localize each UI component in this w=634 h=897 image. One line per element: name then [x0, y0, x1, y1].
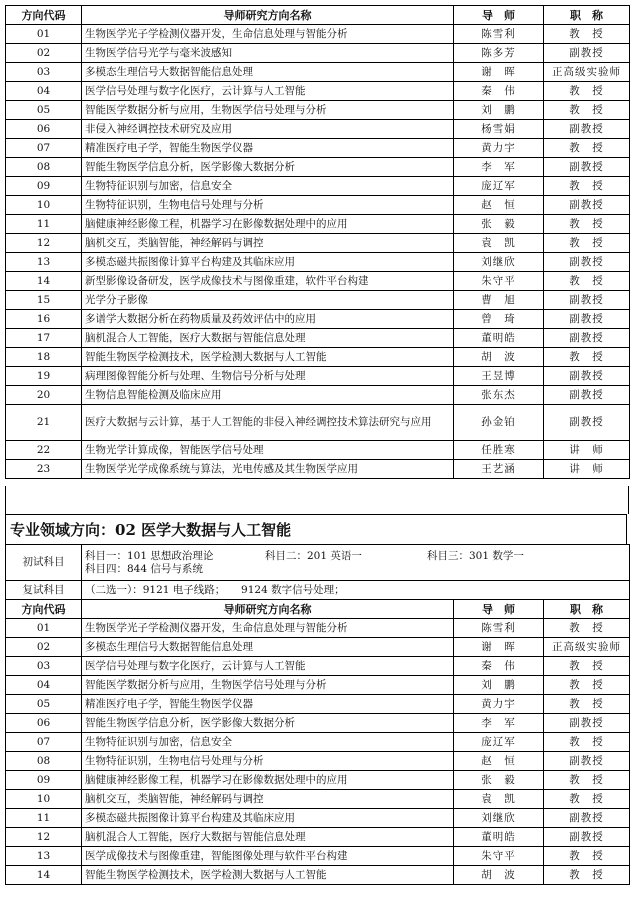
table-row	[6, 386, 630, 405]
row-supervisor: 谢 晖	[454, 63, 544, 82]
table-row	[6, 771, 630, 790]
row-supervisor: 黄力宇	[454, 139, 544, 158]
header-title: 职 称	[544, 600, 630, 619]
row-code: 18	[6, 348, 82, 367]
row-supervisor: 胡 波	[454, 348, 544, 367]
row-supervisor: 孙金铂	[454, 405, 544, 441]
row-direction: 脑机交互，类脑智能，神经解码与调控	[82, 234, 454, 253]
retest-exam-row	[6, 581, 630, 600]
row-supervisor: 李 军	[454, 158, 544, 177]
table-row	[6, 828, 630, 847]
row-code: 11	[6, 215, 82, 234]
table-row	[6, 329, 630, 348]
header-code: 方向代码	[6, 600, 82, 619]
header-title: 职 称	[544, 6, 630, 25]
supervisor-table-2	[5, 544, 630, 885]
row-title: 副教授	[544, 291, 630, 310]
row-code: 17	[6, 329, 82, 348]
table-row	[6, 139, 630, 158]
row-direction: 医学成像技术与图像重建，智能图像处理与软件平台构建	[82, 847, 454, 866]
row-supervisor: 陈雪利	[454, 25, 544, 44]
row-direction: 脑健康神经影像工程，机器学习在影像数据处理中的应用	[82, 771, 454, 790]
row-direction: 多模态磁共振图像计算平台构建及其临床应用	[82, 809, 454, 828]
row-code: 13	[6, 253, 82, 272]
row-title: 教 授	[544, 272, 630, 291]
table-row	[6, 790, 630, 809]
table-row	[6, 714, 630, 733]
row-title: 副教授	[544, 367, 630, 386]
header-direction: 导师研究方向名称	[82, 600, 454, 619]
row-title: 教 授	[544, 139, 630, 158]
row-title: 教 授	[544, 847, 630, 866]
table-row	[6, 101, 630, 120]
row-title: 教 授	[544, 177, 630, 196]
table-row	[6, 348, 630, 367]
row-code: 10	[6, 196, 82, 215]
row-title: 副教授	[544, 809, 630, 828]
header-supervisor: 导 师	[454, 600, 544, 619]
row-supervisor: 李 军	[454, 714, 544, 733]
row-code: 02	[6, 44, 82, 63]
table-row	[6, 866, 630, 885]
row-supervisor: 赵 恒	[454, 196, 544, 215]
row-title: 副教授	[544, 310, 630, 329]
retest-exam-subjects: （二选一）：9121 电子线路； 9124 数字信号处理；	[82, 581, 630, 600]
row-code: 23	[6, 460, 82, 479]
row-code: 01	[6, 619, 82, 638]
row-title: 教 授	[544, 657, 630, 676]
row-code: 04	[6, 82, 82, 101]
row-supervisor: 任胜寒	[454, 441, 544, 460]
row-title: 教 授	[544, 790, 630, 809]
table-row	[6, 63, 630, 82]
row-supervisor: 秦 伟	[454, 82, 544, 101]
exam-subject-2: 科目二：201 英语一	[265, 549, 362, 562]
row-code: 11	[6, 809, 82, 828]
row-code: 12	[6, 234, 82, 253]
row-supervisor: 王艺涵	[454, 460, 544, 479]
table-row	[6, 441, 630, 460]
row-supervisor: 曾 琦	[454, 310, 544, 329]
row-code: 01	[6, 25, 82, 44]
row-supervisor: 陈多芳	[454, 44, 544, 63]
row-direction: 智能生物医学检测技术，医学检测大数据与人工智能	[82, 348, 454, 367]
table-row	[6, 177, 630, 196]
row-direction: 多模态磁共振图像计算平台构建及其临床应用	[82, 253, 454, 272]
row-title: 教 授	[544, 215, 630, 234]
row-direction: 生物医学信号光学与毫米波感知	[82, 44, 454, 63]
row-title: 副教授	[544, 158, 630, 177]
row-code: 06	[6, 120, 82, 139]
row-code: 20	[6, 386, 82, 405]
row-direction: 生物特征识别与加密，信息安全	[82, 177, 454, 196]
row-direction: 脑机混合人工智能，医疗大数据与智能信息处理	[82, 329, 454, 348]
row-code: 16	[6, 310, 82, 329]
row-direction: 生物医学光子学检测仪器开发，生命信息处理与智能分析	[82, 619, 454, 638]
row-supervisor: 朱守平	[454, 847, 544, 866]
header-supervisor: 导 师	[454, 6, 544, 25]
table-row	[6, 272, 630, 291]
row-title: 教 授	[544, 82, 630, 101]
exam-subject-1: 科目一：101 思想政治理论	[85, 549, 214, 562]
row-direction: 光学分子影像	[82, 291, 454, 310]
row-code: 14	[6, 272, 82, 291]
table-row	[6, 676, 630, 695]
table-row	[6, 638, 630, 657]
row-direction: 多模态生理信号大数据智能信息处理	[82, 638, 454, 657]
row-title: 副教授	[544, 386, 630, 405]
row-direction: 智能生物医学检测技术，医学检测大数据与人工智能	[82, 866, 454, 885]
table-row	[6, 619, 630, 638]
table-header-row	[6, 6, 630, 25]
row-supervisor: 赵 恒	[454, 752, 544, 771]
blank-spacer	[5, 486, 629, 514]
row-direction: 生物特征识别，生物电信号处理与分析	[82, 752, 454, 771]
row-title: 副教授	[544, 253, 630, 272]
section-heading: 专业领域方向：02 医学大数据与人工智能	[5, 514, 627, 544]
row-code: 12	[6, 828, 82, 847]
table-row	[6, 809, 630, 828]
row-code: 10	[6, 790, 82, 809]
row-direction: 智能生物医学信息分析，医学影像大数据分析	[82, 158, 454, 177]
row-title: 教 授	[544, 101, 630, 120]
row-direction: 生物特征识别与加密，信息安全	[82, 733, 454, 752]
table-row	[6, 367, 630, 386]
row-title: 教 授	[544, 619, 630, 638]
row-direction: 医学信号处理与数字化医疗，云计算与人工智能	[82, 657, 454, 676]
row-title: 教 授	[544, 695, 630, 714]
initial-exam-subjects	[82, 545, 630, 581]
row-code: 13	[6, 847, 82, 866]
table-row	[6, 405, 630, 441]
row-code: 09	[6, 771, 82, 790]
table-row	[6, 196, 630, 215]
row-supervisor: 刘继欣	[454, 253, 544, 272]
row-title: 副教授	[544, 752, 630, 771]
row-code: 14	[6, 866, 82, 885]
table-row	[6, 752, 630, 771]
header-code: 方向代码	[6, 6, 82, 25]
row-direction: 生物特征识别，生物电信号处理与分析	[82, 196, 454, 215]
row-direction: 生物光学计算成像，智能医学信号处理	[82, 441, 454, 460]
row-title: 讲 师	[544, 460, 630, 479]
row-code: 15	[6, 291, 82, 310]
row-supervisor: 庞辽军	[454, 177, 544, 196]
table-row	[6, 291, 630, 310]
header-direction: 导师研究方向名称	[82, 6, 454, 25]
row-code: 04	[6, 676, 82, 695]
row-supervisor: 秦 伟	[454, 657, 544, 676]
row-supervisor: 张 毅	[454, 215, 544, 234]
row-title: 副教授	[544, 714, 630, 733]
row-code: 05	[6, 695, 82, 714]
initial-exam-row	[6, 545, 630, 581]
row-title: 副教授	[544, 329, 630, 348]
row-supervisor: 曹 旭	[454, 291, 544, 310]
row-title: 教 授	[544, 25, 630, 44]
row-title: 讲 师	[544, 441, 630, 460]
row-title: 副教授	[544, 196, 630, 215]
initial-exam-label: 初试科目	[6, 545, 82, 581]
row-supervisor: 董明皓	[454, 828, 544, 847]
row-code: 06	[6, 714, 82, 733]
table-row	[6, 120, 630, 139]
row-code: 09	[6, 177, 82, 196]
row-supervisor: 刘 鹏	[454, 101, 544, 120]
row-title: 副教授	[544, 405, 630, 441]
row-title: 正高级实验师	[544, 63, 630, 82]
table-header-row	[6, 600, 630, 619]
row-direction: 智能生物医学信息分析，医学影像大数据分析	[82, 714, 454, 733]
row-supervisor: 胡 波	[454, 866, 544, 885]
row-supervisor: 董明皓	[454, 329, 544, 348]
row-code: 08	[6, 158, 82, 177]
exam-subject-3: 科目三：301 数学一	[427, 549, 524, 562]
row-code: 08	[6, 752, 82, 771]
row-supervisor: 刘 鹏	[454, 676, 544, 695]
row-supervisor: 朱守平	[454, 272, 544, 291]
row-code: 21	[6, 405, 82, 441]
row-title: 副教授	[544, 120, 630, 139]
row-title: 教 授	[544, 348, 630, 367]
row-direction: 精准医疗电子学，智能生物医学仪器	[82, 695, 454, 714]
row-code: 02	[6, 638, 82, 657]
table-row	[6, 44, 630, 63]
row-direction: 生物医学光学成像系统与算法，光电传感及其生物医学应用	[82, 460, 454, 479]
row-direction: 新型影像设备研发，医学成像技术与图像重建，软件平台构建	[82, 272, 454, 291]
row-direction: 病理图像智能分析与处理、生物信号分析与处理	[82, 367, 454, 386]
table-row	[6, 158, 630, 177]
row-code: 03	[6, 657, 82, 676]
row-direction: 医疗大数据与云计算，基于人工智能的非侵入神经调控技术算法研究与应用	[82, 405, 454, 441]
row-code: 19	[6, 367, 82, 386]
row-direction: 脑机混合人工智能，医疗大数据与智能信息处理	[82, 828, 454, 847]
table-row	[6, 310, 630, 329]
table-row	[6, 695, 630, 714]
table-row	[6, 234, 630, 253]
row-code: 03	[6, 63, 82, 82]
row-supervisor: 刘继欣	[454, 809, 544, 828]
row-title: 教 授	[544, 771, 630, 790]
row-direction: 脑机交互，类脑智能，神经解码与调控	[82, 790, 454, 809]
row-supervisor: 杨雪娟	[454, 120, 544, 139]
row-supervisor: 王昱博	[454, 367, 544, 386]
exam-subject-4: 科目四：844 信号与系统	[85, 562, 203, 575]
table-row	[6, 847, 630, 866]
table-row	[6, 460, 630, 479]
row-direction: 脑健康神经影像工程，机器学习在影像数据处理中的应用	[82, 215, 454, 234]
row-supervisor: 袁 凯	[454, 790, 544, 809]
row-code: 07	[6, 733, 82, 752]
row-title: 教 授	[544, 676, 630, 695]
table-row	[6, 253, 630, 272]
retest-exam-label: 复试科目	[6, 581, 82, 600]
table-row	[6, 733, 630, 752]
row-supervisor: 张 毅	[454, 771, 544, 790]
row-title: 正高级实验师	[544, 638, 630, 657]
row-direction: 多谱学大数据分析在药物质量及药效评估中的应用	[82, 310, 454, 329]
row-title: 副教授	[544, 44, 630, 63]
table-row	[6, 25, 630, 44]
row-supervisor: 谢 晖	[454, 638, 544, 657]
row-supervisor: 袁 凯	[454, 234, 544, 253]
row-code: 05	[6, 101, 82, 120]
row-code: 07	[6, 139, 82, 158]
row-title: 教 授	[544, 866, 630, 885]
table-row	[6, 657, 630, 676]
row-code: 22	[6, 441, 82, 460]
row-direction: 医学信号处理与数字化医疗，云计算与人工智能	[82, 82, 454, 101]
row-direction: 生物信息智能检测及临床应用	[82, 386, 454, 405]
row-title: 教 授	[544, 733, 630, 752]
row-supervisor: 陈雪利	[454, 619, 544, 638]
row-direction: 智能医学数据分析与应用，生物医学信号处理与分析	[82, 101, 454, 120]
row-title: 教 授	[544, 234, 630, 253]
row-direction: 生物医学光子学检测仪器开发，生命信息处理与智能分析	[82, 25, 454, 44]
row-direction: 多模态生理信号大数据智能信息处理	[82, 63, 454, 82]
row-supervisor: 张东杰	[454, 386, 544, 405]
table-row	[6, 215, 630, 234]
row-title: 副教授	[544, 828, 630, 847]
row-direction: 精准医疗电子学，智能生物医学仪器	[82, 139, 454, 158]
table-row	[6, 82, 630, 101]
row-supervisor: 黄力宇	[454, 695, 544, 714]
row-supervisor: 庞辽军	[454, 733, 544, 752]
supervisor-table-1	[5, 5, 630, 479]
row-direction: 非侵入神经调控技术研究及应用	[82, 120, 454, 139]
row-direction: 智能医学数据分析与应用，生物医学信号处理与分析	[82, 676, 454, 695]
